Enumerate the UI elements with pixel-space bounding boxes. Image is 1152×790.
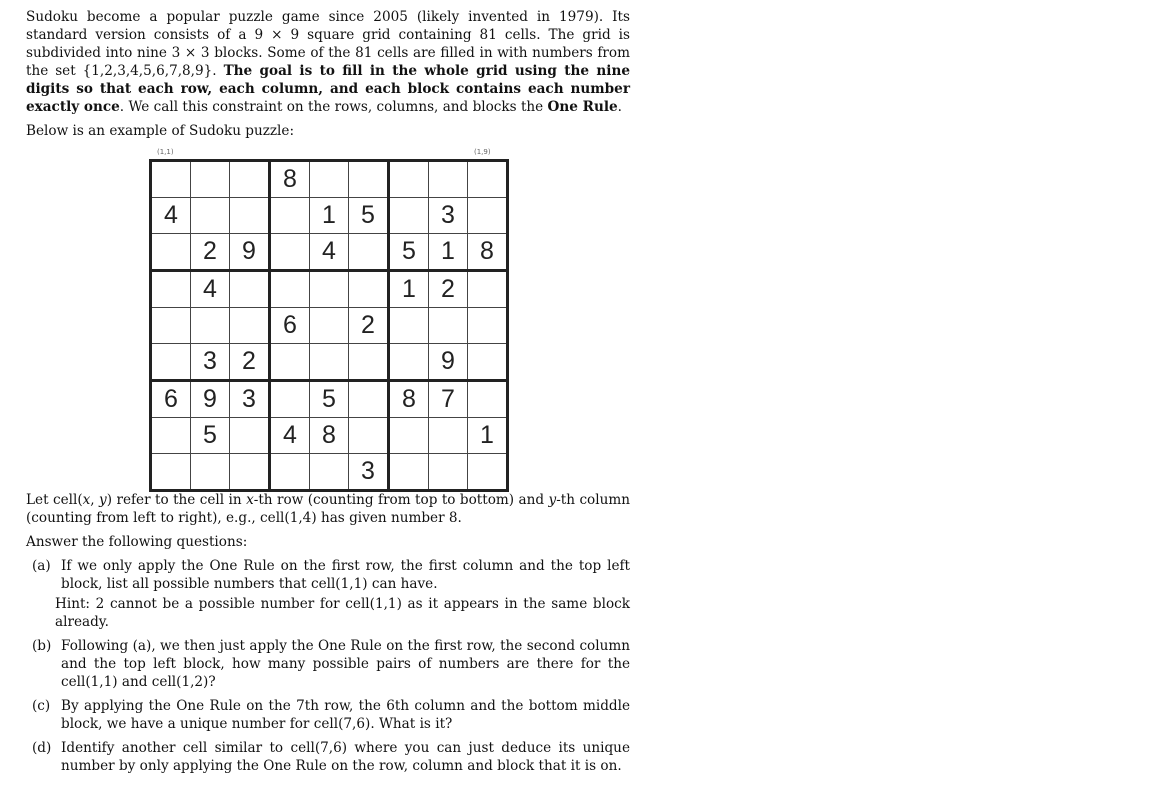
sudoku-cell-2-7	[389, 198, 429, 234]
sudoku-cell-6-3: 2	[230, 344, 270, 381]
sudoku-table	[149, 159, 509, 492]
intro-paragraph	[26, 8, 630, 116]
grid-row	[151, 234, 508, 271]
sudoku-cell-2-2	[191, 198, 230, 234]
sudoku-cell-5-2	[191, 308, 230, 344]
question-c	[26, 697, 630, 733]
sudoku-cell-7-8: 7	[429, 381, 468, 418]
sudoku-cell-1-9	[468, 161, 508, 198]
question-label: (d)	[32, 740, 52, 756]
sudoku-cell-1-1	[151, 161, 191, 198]
sudoku-cell-5-1	[151, 308, 191, 344]
sudoku-cell-3-9: 8	[468, 234, 508, 271]
sudoku-cell-8-5: 8	[310, 418, 349, 454]
question-text: Following (a), we then just apply the One Rule on the first row, the second column and the top left block, how many possible pairs of numbers are there for the cell(1,1) and cell(1,2)?	[61, 638, 630, 690]
question-label: (c)	[32, 698, 51, 714]
sudoku-cell-5-5	[310, 308, 349, 344]
sudoku-cell-5-8	[429, 308, 468, 344]
answer-intro: Answer the following questions:	[26, 534, 248, 550]
question-d	[26, 739, 630, 775]
sudoku-cell-6-4	[270, 344, 310, 381]
sudoku-cell-3-7: 5	[389, 234, 429, 271]
grid-row	[151, 161, 508, 198]
one-rule-term: One Rule	[547, 99, 618, 115]
grid-row	[151, 418, 508, 454]
sudoku-cell-9-8	[429, 454, 468, 491]
grid-row	[151, 381, 508, 418]
sudoku-cell-5-7	[389, 308, 429, 344]
sudoku-cell-2-8: 3	[429, 198, 468, 234]
sudoku-cell-6-6	[349, 344, 389, 381]
sudoku-cell-6-9	[468, 344, 508, 381]
sudoku-cell-1-5	[310, 161, 349, 198]
question-a-hint: Hint: 2 cannot be a possible number for cell(1,1) as it appears in the same block already.	[55, 596, 630, 630]
sudoku-cell-6-8: 9	[429, 344, 468, 381]
sudoku-cell-2-5: 1	[310, 198, 349, 234]
sudoku-cell-3-1	[151, 234, 191, 271]
sudoku-cell-4-3	[230, 271, 270, 308]
sudoku-cell-2-9	[468, 198, 508, 234]
sudoku-cell-4-1	[151, 271, 191, 308]
sudoku-cell-3-8: 1	[429, 234, 468, 271]
sudoku-cell-7-6	[349, 381, 389, 418]
sudoku-cell-6-1	[151, 344, 191, 381]
sudoku-cell-3-3: 9	[230, 234, 270, 271]
corner-label-top-left: (1,1)	[157, 148, 174, 156]
sudoku-cell-7-7: 8	[389, 381, 429, 418]
sudoku-cell-8-8	[429, 418, 468, 454]
sudoku-cell-1-7	[389, 161, 429, 198]
sudoku-cell-7-2: 9	[191, 381, 230, 418]
sudoku-cell-7-5: 5	[310, 381, 349, 418]
sudoku-cell-8-7	[389, 418, 429, 454]
sudoku-cell-4-8: 2	[429, 271, 468, 308]
sudoku-cell-8-1	[151, 418, 191, 454]
example-caption: Below is an example of Sudoku puzzle:	[26, 123, 295, 139]
sudoku-cell-5-3	[230, 308, 270, 344]
sudoku-cell-3-5: 4	[310, 234, 349, 271]
sudoku-cell-7-1: 6	[151, 381, 191, 418]
sudoku-cell-7-9	[468, 381, 508, 418]
sudoku-cell-7-4	[270, 381, 310, 418]
sudoku-cell-5-4: 6	[270, 308, 310, 344]
sudoku-cell-8-9: 1	[468, 418, 508, 454]
grid-row	[151, 344, 508, 381]
document-page	[26, 8, 630, 775]
sudoku-figure	[26, 146, 630, 486]
question-label: (b)	[32, 638, 52, 654]
sudoku-cell-8-4: 4	[270, 418, 310, 454]
sudoku-cell-2-1: 4	[151, 198, 191, 234]
sudoku-cell-4-7: 1	[389, 271, 429, 308]
sudoku-cell-4-9	[468, 271, 508, 308]
sudoku-cell-6-5	[310, 344, 349, 381]
sudoku-cell-1-6	[349, 161, 389, 198]
sudoku-cell-9-7	[389, 454, 429, 491]
question-label: (a)	[32, 558, 51, 574]
sudoku-cell-1-8	[429, 161, 468, 198]
sudoku-cell-6-7	[389, 344, 429, 381]
sudoku-cell-3-4	[270, 234, 310, 271]
grid-row	[151, 198, 508, 234]
sudoku-cell-5-6: 2	[349, 308, 389, 344]
sudoku-cell-4-6	[349, 271, 389, 308]
intro-end: .	[617, 99, 622, 115]
sudoku-cell-9-5	[310, 454, 349, 491]
sudoku-cell-1-4: 8	[270, 161, 310, 198]
sudoku-cell-4-5	[310, 271, 349, 308]
sudoku-cell-8-6	[349, 418, 389, 454]
question-text: Identify another cell similar to cell(7,6) where you can just deduce its unique number by only applying the One Rule on the row, column and block that it is on.	[61, 740, 630, 774]
sudoku-cell-9-2	[191, 454, 230, 491]
sudoku-cell-2-6: 5	[349, 198, 389, 234]
question-text: If we only apply the One Rule on the first row, the first column and the top left block, list all possible numbers that cell(1,1) can have.	[61, 558, 630, 592]
sudoku-cell-8-3	[230, 418, 270, 454]
goal-statement: The goal is to fill in the whole grid using the nine digits so that each row, each column, and each block contains each number exactly once	[26, 63, 630, 115]
sudoku-cell-9-4	[270, 454, 310, 491]
sudoku-cell-7-3: 3	[230, 381, 270, 418]
sudoku-cell-6-2: 3	[191, 344, 230, 381]
sudoku-cell-1-2	[191, 161, 230, 198]
intro-text: Sudoku become a popular puzzle game since 2005 (likely invented in 1979). Its standard version consists of a 9 × 9 square grid containing 81 cells. The grid is subdivided into nine 3 × 3 blocks. Some of the 81 cells are filled in with numbers from the set {1,2,3,4,5,6,7,8,9}.	[26, 9, 630, 79]
grid-row	[151, 308, 508, 344]
question-b	[26, 637, 630, 691]
sudoku-cell-1-3	[230, 161, 270, 198]
corner-label-top-right: (1,9)	[474, 148, 491, 156]
intro-text-tail: . We call this constraint on the rows, columns, and blocks the	[119, 99, 548, 115]
sudoku-cell-9-1	[151, 454, 191, 491]
sudoku-cell-2-3	[230, 198, 270, 234]
grid-row	[151, 271, 508, 308]
sudoku-grid	[149, 159, 509, 492]
question-a	[26, 557, 630, 593]
cell-definition: Let cell(x, y) refer to the cell in x-th row (counting from top to bottom) and y-th column (counting from left to right), e.g., cell(1,4) has given number 8.	[26, 492, 630, 526]
sudoku-cell-2-4	[270, 198, 310, 234]
sudoku-cell-5-9	[468, 308, 508, 344]
question-text: By applying the One Rule on the 7th row, the 6th column and the bottom middle block, we have a unique number for cell(7,6). What is it?	[61, 698, 630, 732]
sudoku-cell-3-2: 2	[191, 234, 230, 271]
sudoku-cell-9-3	[230, 454, 270, 491]
sudoku-cell-4-4	[270, 271, 310, 308]
sudoku-cell-4-2: 4	[191, 271, 230, 308]
sudoku-cell-8-2: 5	[191, 418, 230, 454]
sudoku-cell-9-9	[468, 454, 508, 491]
sudoku-cell-3-6	[349, 234, 389, 271]
sudoku-cell-9-6: 3	[349, 454, 389, 491]
grid-row	[151, 454, 508, 491]
